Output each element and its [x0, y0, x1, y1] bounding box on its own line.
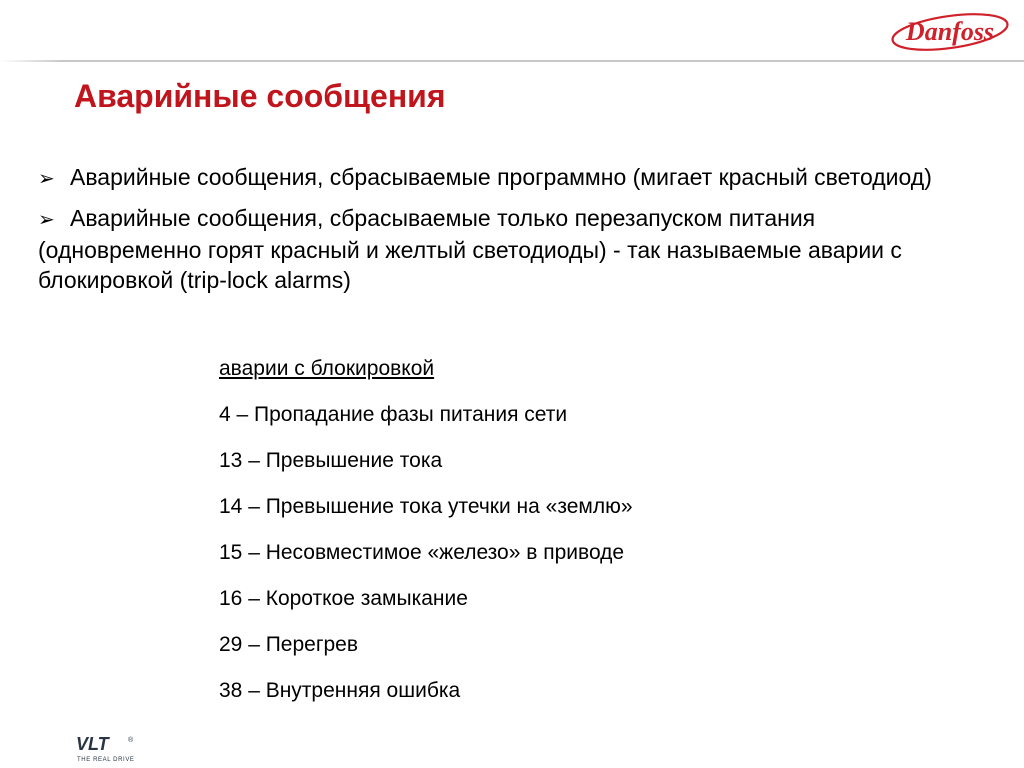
list-item: 13 – Превышение тока — [219, 449, 443, 472]
trip-lock-list — [219, 354, 633, 706]
header-divider — [0, 60, 1024, 62]
arrow-bullet-icon: ➢ — [38, 209, 55, 231]
list-item: 29 – Перегрев — [219, 633, 359, 656]
danfoss-logo — [888, 8, 1012, 54]
vlt-logo — [76, 734, 138, 764]
arrow-bullet-icon: ➢ — [38, 168, 55, 190]
page-title: Аварийные сообщения — [74, 78, 446, 114]
list-item: 4 – Пропадание фазы питания сети — [219, 403, 568, 426]
bullet-item — [38, 203, 938, 295]
registered-mark: ® — [128, 737, 134, 744]
bullet-text: Аварийные сообщения, сбрасываемые программно (мигает красный светодиод) — [70, 164, 932, 190]
bullet-item — [38, 162, 938, 194]
trip-lock-heading: аварии с блокировкой — [219, 357, 435, 380]
list-item: 14 – Превышение тока утечки на «землю» — [219, 495, 633, 518]
logo-text: Danfoss — [905, 17, 995, 46]
vlt-tagline: THE REAL DRIVE — [77, 757, 135, 763]
list-item: 16 – Короткое замыкание — [219, 587, 468, 610]
bullet-text: Аварийные сообщения, сбрасываемые только перезапуском питания (одновременно горят красный и желтый светодиоды) - так называемые аварии с блокировкой (trip-lock alarms) — [38, 205, 902, 293]
vlt-brand: VLT — [76, 734, 109, 754]
bullet-list — [38, 162, 938, 304]
list-item: 15 – Несовместимое «железо» в приводе — [219, 541, 625, 564]
list-item: 38 – Внутренняя ошибка — [219, 679, 461, 702]
